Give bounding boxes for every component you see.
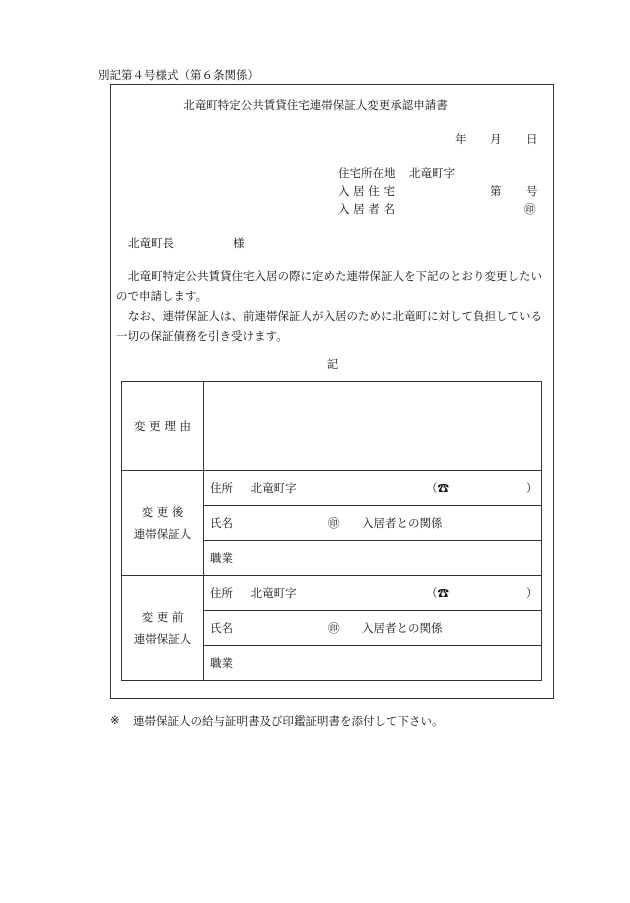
residence-address-label: 住宅所在地 xyxy=(338,166,396,180)
before-name-label: 氏名 xyxy=(210,621,233,635)
after-relation-label: 入居者との関係 xyxy=(362,516,443,530)
residence-house-label: 入 居 住 宅 xyxy=(338,184,395,198)
body-paragraph-1: 北竜町特定公共賃貸住宅入居の際に定めた連帯保証人を下記のとおり変更したいので申請します。 xyxy=(116,269,542,303)
after-address-label: 住所 xyxy=(210,481,233,495)
resident-seal-mark: ㊞ xyxy=(524,202,536,216)
reason-label: 変 更 理 由 xyxy=(122,382,204,471)
after-label-line-2: 連帯保証人 xyxy=(133,527,192,541)
addressee-name: 北竜町長 xyxy=(128,236,174,250)
addressee-honorific: 様 xyxy=(233,236,245,250)
after-label-line-1: 変 更 後 xyxy=(141,505,184,519)
ki-heading: 記 xyxy=(326,357,339,371)
residence-address-value: 北竜町字 xyxy=(409,166,455,180)
reason-row xyxy=(122,382,542,471)
before-label-line-1: 変 更 前 xyxy=(141,610,184,624)
before-seal-mark: ㊞ xyxy=(328,621,340,635)
after-address-row xyxy=(122,471,542,506)
before-name-cell[interactable] xyxy=(204,611,542,646)
note-text: 連帯保証人の給与証明書及び印鑑証明書を添付して下さい。 xyxy=(133,714,444,728)
body-paragraph-2: なお、連帯保証人は、前連帯保証人が入居のために北竜町に対して負担している一切の保証債務を引き受けます。 xyxy=(116,309,542,343)
house-number-suffix: 号 xyxy=(526,184,538,198)
date-month-unit: 月 xyxy=(490,132,502,146)
before-job-cell[interactable] xyxy=(204,646,542,681)
after-seal-mark: ㊞ xyxy=(328,516,340,530)
after-name-cell[interactable] xyxy=(204,506,542,541)
before-guarantor-label xyxy=(122,576,204,681)
after-job-cell[interactable] xyxy=(204,541,542,576)
date-day-unit: 日 xyxy=(526,132,538,146)
after-guarantor-label xyxy=(122,471,204,576)
change-detail-table xyxy=(121,381,542,681)
after-address-cell[interactable] xyxy=(204,471,542,506)
before-relation-label: 入居者との関係 xyxy=(362,621,443,635)
note-mark: ※ xyxy=(110,713,120,727)
before-address-value: 北竜町字 xyxy=(250,586,297,600)
before-label-line-2: 連帯保証人 xyxy=(133,632,192,646)
before-address-label: 住所 xyxy=(210,586,233,600)
reason-input[interactable] xyxy=(204,382,542,471)
before-phone-close: ） xyxy=(526,586,538,600)
before-job-label: 職業 xyxy=(210,656,233,670)
before-address-row xyxy=(122,576,542,611)
after-phone-close: ） xyxy=(526,481,538,495)
before-address-cell[interactable] xyxy=(204,576,542,611)
after-phone-open: （☎ xyxy=(426,481,449,495)
after-name-label: 氏名 xyxy=(210,516,233,530)
after-address-value: 北竜町字 xyxy=(250,481,297,495)
date-year-unit: 年 xyxy=(455,132,467,146)
before-phone-open: （☎ xyxy=(426,586,449,600)
document-title: 北竜町特定公共賃貸住宅連帯保証人変更承認申請書 xyxy=(183,98,448,112)
resident-name-label: 入 居 者 名 xyxy=(338,202,395,216)
house-number-prefix: 第 xyxy=(490,184,502,198)
form-label: 別記第４号様式（第６条関係） xyxy=(98,68,259,82)
application-body xyxy=(116,266,550,346)
after-job-label: 職業 xyxy=(210,551,233,565)
